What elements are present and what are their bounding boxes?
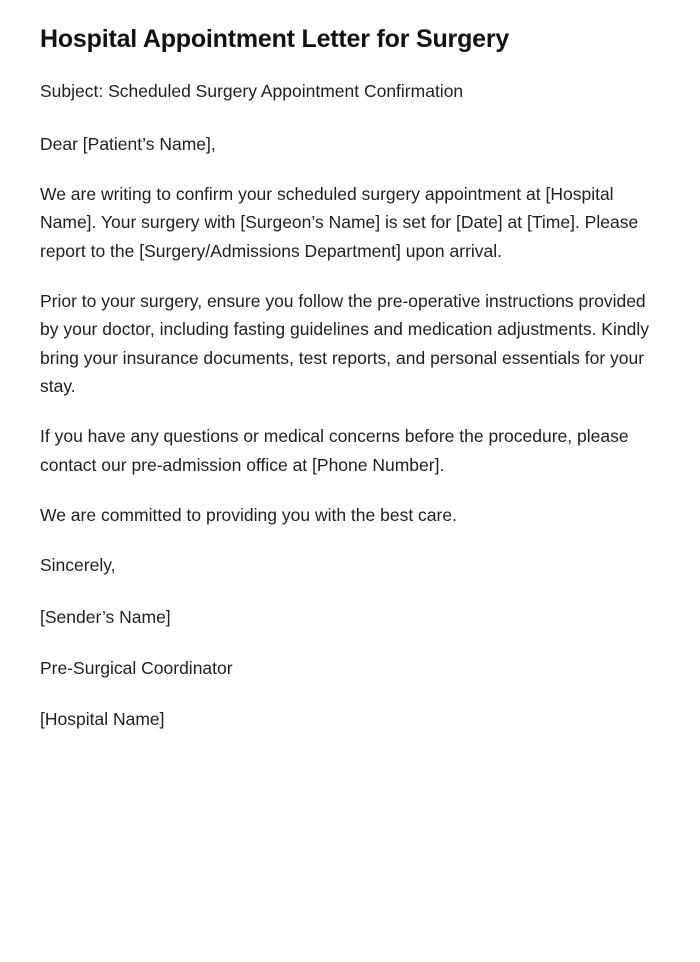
- letter-subject-line: Subject: Scheduled Surgery Appointment Confirmation: [40, 81, 464, 102]
- letter-closing-statement: We are committed to providing you with the best care.: [40, 505, 457, 526]
- letter-body-paragraph-3: If you have any questions or medical concerns before the procedure, please contact our pre-admission office at [Phone Number].: [40, 426, 629, 475]
- letter-salutation: Dear [Patient’s Name],: [40, 133, 216, 154]
- page-title: Hospital Appointment Letter for Surgery: [40, 25, 510, 53]
- letter-sender-name: [Sender’s Name]: [40, 606, 171, 627]
- letter-sender-title: Pre-Surgical Coordinator: [40, 658, 233, 679]
- letter-signoff: Sincerely,: [40, 555, 116, 576]
- letter-sender-organization: [Hospital Name]: [40, 709, 165, 730]
- letter-body-paragraph-2: Prior to your surgery, ensure you follow the pre-operative instructions provided by your doctor, including fasting guidelines and medication adjustments. Kindly bring your insurance documents, test reports, and personal essentials for your stay.: [40, 290, 649, 396]
- letter-body-paragraph-1: We are writing to confirm your scheduled surgery appointment at [Hospital Name]. Your surgery with [Surgeon’s Name] is set for [Date] at [Time]. Please report to the [Surgery/Admissions Department] upon arrival.: [40, 183, 639, 261]
